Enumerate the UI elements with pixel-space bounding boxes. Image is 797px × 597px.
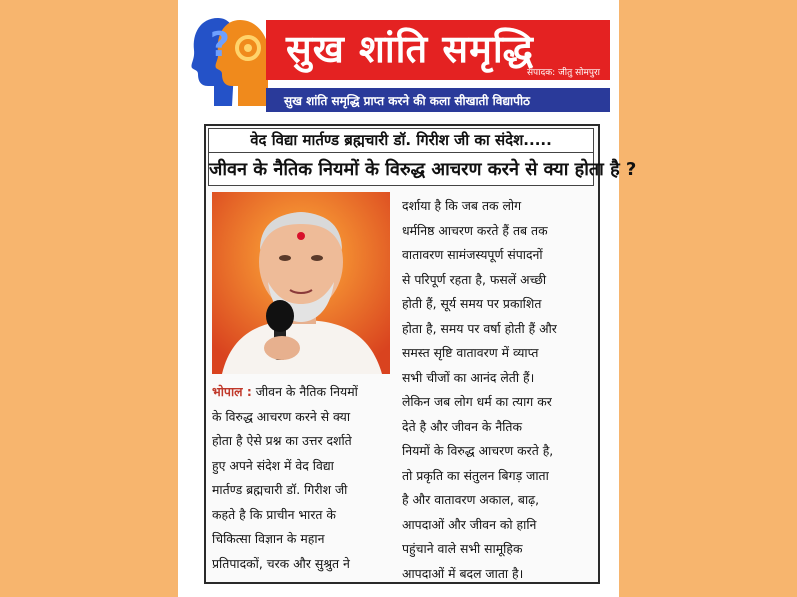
masthead: [188, 10, 610, 118]
article-line: पहुंचाने वाले सभी सामूहिक: [402, 541, 523, 556]
article-line: लेकिन जब लोग धर्म का त्याग कर: [402, 394, 552, 409]
masthead-title: सुख शांति समृद्धि: [286, 27, 535, 71]
speaker-photo: [212, 192, 390, 374]
news-clipping: [204, 124, 637, 584]
article-line: होती हैं, सूर्य समय पर प्रकाशित: [402, 296, 542, 311]
dateline: भोपाल :: [212, 384, 252, 399]
line-text: जीवन के नैतिक नियमों: [251, 384, 358, 399]
logo-heads-icon: [188, 10, 274, 108]
article-line: के विरुद्ध आचरण करने से क्या: [212, 408, 351, 424]
article-line: होता है, समय पर वर्षा होती हैं और: [402, 320, 557, 336]
article-line: वातावरण सामंजस्यपूर्ण संपादनों: [402, 247, 543, 262]
masthead-tagline: सुख शांति समृद्धि प्राप्त करने की कला सीखाती विद्यापीठ: [284, 94, 531, 108]
article-line: प्रतिपादकों, चरक और सुश्रुत ने: [212, 555, 350, 571]
editor-credit: संपादक: जीतु सोमपुरा: [526, 68, 600, 78]
article-column-right: [402, 194, 592, 586]
article-line: आपदाओं और जीवन को हानि: [402, 516, 537, 532]
article-line: देते है और जीवन के नैतिक: [402, 418, 523, 434]
article-line: सभी चीजों का आनंद लेती हैं।: [402, 369, 535, 385]
article-line: से परिपूर्ण रहता है, फसलें अच्छी: [402, 271, 547, 287]
article-column-left: [212, 380, 392, 576]
article-line: चिकित्सा विज्ञान के महान: [212, 531, 325, 546]
article-line: आपदाओं में बदल जाता है।: [402, 565, 524, 581]
article-line: नियमों के विरुद्ध आचरण करते है,: [402, 443, 554, 458]
article-headline: जीवन के नैतिक नियमों के विरुद्ध आचरण करने से क्या होता है ?: [209, 159, 637, 180]
headline-box: [208, 128, 637, 186]
article-line: है और वातावरण अकाल, बाढ़,: [402, 492, 540, 507]
svg-text:?: ?: [210, 25, 230, 65]
tagline-band: [266, 88, 610, 112]
article-kicker: वेद विद्या मार्तण्ड ब्रह्मचारी डॉ. गिरीश जी का संदेश.....: [250, 131, 552, 149]
article-line: दर्शाया है कि जब तक लोग: [402, 198, 522, 213]
article-line: तो प्रकृति का संतुलन बिगड़ जाता: [402, 467, 549, 483]
article-line: मार्तण्ड ब्रह्मचारी डॉ. गिरीश जी: [212, 482, 348, 497]
divider: [209, 152, 593, 153]
article-line: होता है ऐसे प्रश्न का उत्तर दर्शाते: [212, 433, 352, 448]
title-band: [266, 20, 610, 80]
article-line: कहते है कि प्राचीन भारत के: [212, 506, 336, 522]
newspaper-page: [178, 0, 637, 597]
article-line: समस्त सृष्टि वातावरण में व्याप्त: [402, 345, 539, 360]
article-line: [212, 380, 392, 405]
article-line: धर्मनिष्ठ आचरण करते हैं तब तक: [402, 222, 548, 238]
article-line: हुए अपने संदेश में वेद विद्या: [212, 457, 334, 473]
